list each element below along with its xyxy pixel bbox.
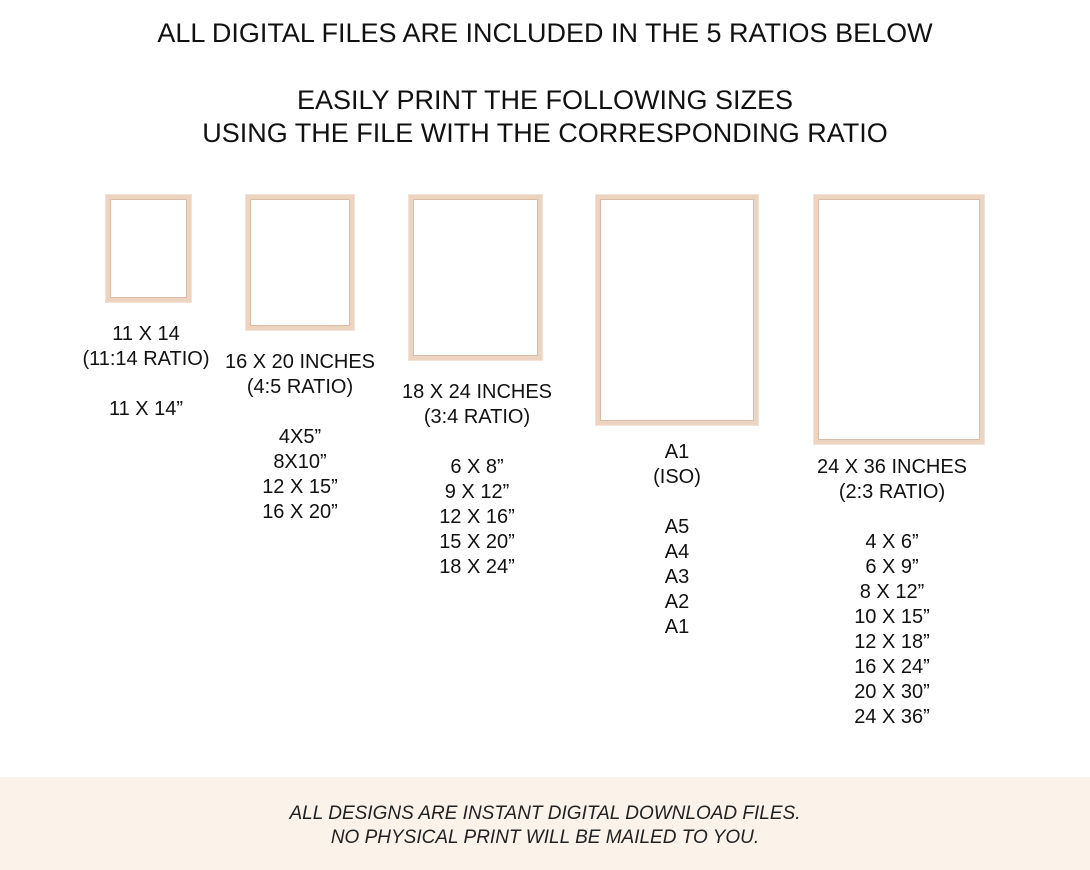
frame-11x14	[106, 195, 191, 302]
size-item: 18 X 24”	[439, 556, 515, 578]
size-item: 16 X 20”	[262, 501, 338, 523]
size-item: 16 X 24”	[854, 656, 930, 678]
size-item: 12 X 15”	[262, 476, 338, 498]
frame-iso	[596, 195, 758, 425]
size-item: 4X5”	[278, 426, 322, 448]
ratio-label: (4:5 RATIO)	[246, 376, 354, 398]
page-title: ALL DIGITAL FILES ARE INCLUDED IN THE 5 RATIOS BELOW	[157, 18, 933, 48]
size-item: 8 X 12”	[859, 581, 925, 603]
subtitle-line-2: USING THE FILE WITH THE CORRESPONDING RATIO	[202, 118, 888, 148]
size-item: 20 X 30”	[854, 681, 930, 703]
footer-notice-line-2: NO PHYSICAL PRINT WILL BE MAILED TO YOU.	[330, 827, 760, 848]
size-item: A5	[664, 516, 690, 538]
size-name: 18 X 24 INCHES	[401, 381, 553, 403]
size-item: 15 X 20”	[439, 531, 515, 553]
size-item: 8X10”	[273, 451, 327, 473]
size-item: 24 X 36”	[854, 706, 930, 728]
ratio-label: (2:3 RATIO)	[838, 481, 946, 503]
frame-4-5	[246, 195, 354, 330]
size-item: 4 X 6”	[865, 531, 919, 553]
size-name: 11 X 14	[112, 323, 180, 345]
size-group-11x14	[66, 322, 226, 422]
size-name: 24 X 36 INCHES	[816, 456, 968, 478]
ratio-label: (ISO)	[653, 466, 701, 488]
frame-2-3	[814, 195, 984, 444]
frame-3-4	[409, 195, 542, 360]
size-group-4-5	[210, 350, 390, 525]
size-group-3-4	[387, 380, 567, 580]
size-item: A4	[664, 541, 690, 563]
ratio-label: (11:14 RATIO)	[82, 348, 210, 370]
size-item: A1	[664, 616, 690, 638]
size-name: A1	[664, 441, 690, 463]
size-item: 12 X 18”	[854, 631, 930, 653]
size-item: 11 X 14”	[108, 398, 184, 420]
size-item: 12 X 16”	[439, 506, 515, 528]
footer-notice-line-1: ALL DESIGNS ARE INSTANT DIGITAL DOWNLOAD FILES.	[289, 803, 801, 824]
size-item: 6 X 9”	[865, 556, 919, 578]
size-group-iso	[617, 440, 737, 640]
size-item: A2	[664, 591, 690, 613]
size-name: 16 X 20 INCHES	[224, 351, 376, 373]
size-item: 6 X 8”	[450, 456, 504, 478]
size-item: 10 X 15”	[854, 606, 930, 628]
size-item: A3	[664, 566, 690, 588]
ratio-label: (3:4 RATIO)	[423, 406, 531, 428]
subtitle-line-1: EASILY PRINT THE FOLLOWING SIZES	[296, 85, 794, 115]
size-group-2-3	[792, 455, 992, 730]
size-item: 9 X 12”	[444, 481, 510, 503]
